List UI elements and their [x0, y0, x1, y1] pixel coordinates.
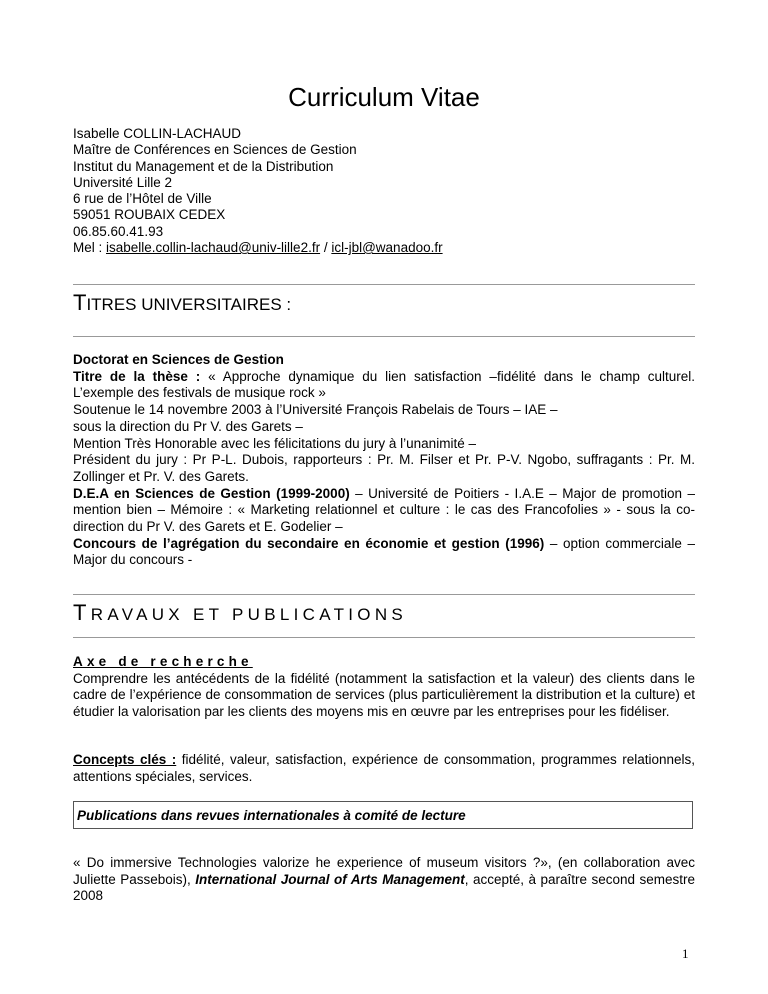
contact-institute: Institut du Management et de la Distribution — [73, 158, 334, 174]
axe-label: Axe de recherche — [73, 654, 253, 669]
titres-content — [73, 352, 695, 569]
mail-separator: / — [320, 240, 332, 256]
contact-phone: 06.85.60.41.93 — [73, 223, 164, 239]
heading-initial: T — [73, 290, 87, 315]
concours-text: – option commerciale – Major du concours - — [73, 535, 695, 568]
concepts-block — [73, 752, 695, 785]
dea-text: – Université de Poitiers - I.A.E – Major de promotion – mention bien – Mémoire : « Marketing relationnel et culture : le cas des Francofolies » - sous la co-direction du Pr V. des Garets et E. Godelier – — [73, 485, 695, 535]
page-number: 1 — [682, 946, 689, 961]
heading-initial: T — [73, 600, 91, 625]
publications-box: Publications dans revues internationales à comité de lecture — [73, 801, 693, 829]
concours-label: Concours de l’agrégation du secondaire en économie et gestion (1996) — [73, 535, 545, 551]
publication-entry — [73, 855, 695, 905]
pub-text-2: , accepté, à paraître second semestre 2008 — [73, 871, 695, 904]
axe-block — [73, 654, 695, 721]
these-label: Titre de la thèse : — [73, 368, 201, 384]
dea-label: D.E.A en Sciences de Gestion (1999-2000) — [73, 485, 350, 501]
doctorat-heading: Doctorat en Sciences de Gestion — [73, 352, 284, 367]
contact-name: Isabelle COLLIN-LACHAUD — [73, 126, 242, 141]
contact-street: 6 rue de l’Hôtel de Ville — [73, 191, 212, 207]
contact-block — [73, 126, 443, 256]
divider — [73, 637, 695, 638]
page-title: Curriculum Vitae — [288, 82, 480, 112]
contact-mail — [73, 240, 443, 256]
soutenue-line: Soutenue le 14 novembre 2003 à l’Université François Rabelais de Tours – IAE – — [73, 402, 558, 418]
pub-text-1: « Do immersive Technologies valorize he experience of museum visitors ?», (en collaboration avec Juliette Passebois), — [73, 855, 695, 887]
divider — [73, 594, 695, 595]
concepts-label: Concepts clés : — [73, 752, 177, 767]
heading-rest: RAVAUX ET PUBLICATIONS — [90, 605, 408, 624]
direction-line: sous la direction du Pr V. des Garets – — [73, 418, 303, 434]
section-heading-travaux — [73, 600, 407, 628]
email-link-1[interactable]: isabelle.collin-lachaud@univ-lille2.fr — [106, 240, 321, 256]
contact-city: 59051 ROUBAIX CEDEX — [73, 207, 226, 223]
heading-rest: ITRES UNIVERSITAIRES : — [86, 295, 292, 314]
jury-line: Président du jury : Pr P-L. Dubois, rapporteurs : Pr. M. Filser et Pr. P-V. Ngobo, suffragants : Pr. M. Zollinger et Pr. V. des Garets. — [73, 452, 695, 484]
divider — [73, 336, 695, 337]
mail-label: Mel : — [73, 240, 107, 256]
these-text: « Approche dynamique du lien satisfaction –fidélité dans le champ culturel. L’exemple des festivals de musique rock » — [73, 368, 695, 401]
contact-university: Université Lille 2 — [73, 174, 173, 190]
concepts-text: fidélité, valeur, satisfaction, expérience de consommation, programmes relationnels, attentions spéciales, services. — [73, 752, 696, 784]
email-link-2[interactable]: icl-jbl@wanadoo.fr — [331, 240, 443, 256]
axe-text: Comprendre les antécédents de la fidélité (notamment la satisfaction et la valeur) des clients dans le cadre de l’expérience de consommation de services (plus particulièrement la distribution et la culture) et étudier la valorisation par les clients des moyens mis en œuvre par les entreprises pour les fidéliser. — [73, 670, 695, 720]
pub-journal: International Journal of Arts Management — [195, 871, 465, 887]
divider — [73, 284, 695, 285]
mention-line: Mention Très Honorable avec les félicitations du jury à l’unanimité – — [73, 435, 476, 451]
contact-position: Maître de Conférences en Sciences de Gestion — [73, 142, 357, 158]
section-heading-titres — [73, 290, 291, 318]
